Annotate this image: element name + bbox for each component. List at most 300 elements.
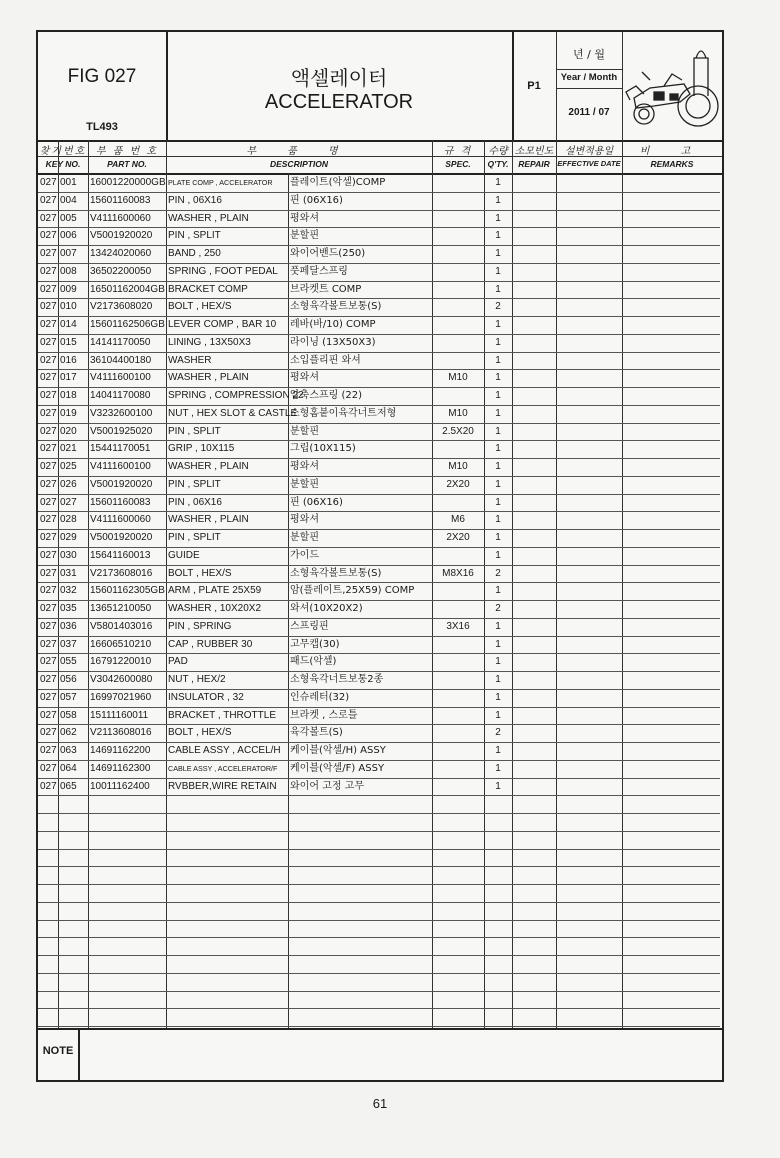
- cell-part: 14691162200: [90, 745, 151, 756]
- cell-spec: [432, 760, 484, 778]
- cell-desc-en: CABLE ASSY , ACCEL/H: [168, 745, 281, 756]
- cell-key: 019: [60, 407, 77, 419]
- table-row: [38, 653, 722, 671]
- cell-qty: 1: [495, 780, 501, 792]
- cell-qty: 2: [495, 603, 501, 614]
- cell-qty: 1: [495, 674, 501, 685]
- cell-key: 063: [60, 745, 77, 756]
- cell-part: 15601160083: [90, 194, 151, 206]
- cell-key: 001: [60, 177, 77, 188]
- cell-qty: 1: [495, 691, 501, 703]
- cell-part: 14041170080: [90, 390, 151, 401]
- cell-spec: [432, 778, 484, 796]
- cell-spec: M8X16: [442, 567, 474, 579]
- cell-desc-en: WASHER , PLAIN: [168, 461, 249, 472]
- cell-key: 026: [60, 478, 77, 490]
- note-area: [80, 1030, 720, 1078]
- table-row: [38, 352, 722, 370]
- cell-desc-ko: 와이어밴드(250): [290, 248, 366, 259]
- cell-qty: 1: [495, 496, 501, 508]
- col-desc: DESCRIPTION: [269, 159, 329, 169]
- cell-desc-ko: 분할핀: [290, 478, 319, 490]
- year-month-label: Year / Month: [560, 72, 618, 83]
- cell-desc-ko: 분할핀: [290, 230, 319, 242]
- cell-spec: [432, 671, 484, 689]
- cell-desc-en: BRACKET , THROTTLE: [168, 709, 276, 721]
- cell-key: 008: [60, 265, 77, 277]
- cell-spec: [432, 387, 484, 405]
- cell-part: 36502200050: [90, 265, 152, 277]
- cell-spec: [432, 582, 484, 600]
- cell-part: V2173608016: [90, 567, 153, 579]
- cell-qty: 1: [495, 585, 501, 597]
- cell-fig: 027: [40, 674, 57, 685]
- table-row: [38, 245, 722, 263]
- cell-qty: 1: [495, 425, 501, 437]
- cell-part: 15601162506GB: [90, 319, 165, 330]
- cell-desc-en: WASHER: [168, 354, 212, 366]
- fig-number: FIG 027: [67, 66, 137, 87]
- cell-qty: 2: [495, 567, 501, 579]
- table-row: [38, 440, 722, 458]
- page-title-ko: 액셀레이터: [290, 66, 388, 90]
- cell-spec: [432, 600, 484, 618]
- cell-key: 014: [60, 319, 77, 330]
- cell-fig: 027: [40, 319, 57, 330]
- parts-table: [38, 174, 722, 1028]
- cell-qty: 1: [495, 478, 501, 490]
- cell-qty: 1: [495, 354, 501, 366]
- cell-qty: 1: [495, 549, 501, 561]
- cell-spec: [432, 689, 484, 707]
- cell-desc-en: WASHER , PLAIN: [168, 212, 249, 224]
- cell-desc-ko: 라이닝 (13X50X3): [290, 336, 376, 348]
- cell-qty: 1: [495, 762, 501, 774]
- cell-key: 062: [60, 727, 77, 739]
- cell-part: 14691162300: [90, 762, 151, 774]
- cell-fig: 027: [40, 549, 57, 561]
- cell-desc-ko: 플레이트(악셀)COMP: [290, 177, 386, 188]
- cell-desc-en: PIN , 06X16: [168, 496, 222, 508]
- table-row: [38, 565, 722, 583]
- cell-fig: 027: [40, 532, 57, 543]
- col-part: PART NO.: [107, 159, 147, 169]
- table-row: [38, 458, 722, 476]
- cell-spec: M10: [448, 407, 468, 419]
- table-row: [38, 192, 722, 210]
- cell-desc-ko: 평와셔: [290, 461, 319, 472]
- cell-qty: 1: [495, 248, 501, 259]
- cell-key: 028: [60, 514, 77, 526]
- cell-desc-en: PIN , SPRING: [168, 620, 232, 632]
- cell-desc-en: WASHER , PLAIN: [168, 514, 249, 526]
- cell-desc-ko: 소형홈붙이육각너트저형: [290, 407, 397, 419]
- cell-desc-ko: 분할핀: [290, 425, 319, 437]
- cell-qty: 1: [495, 443, 501, 455]
- table-row: [38, 281, 722, 299]
- cell-desc-ko: 평와셔: [290, 212, 319, 224]
- table-row: [38, 582, 722, 600]
- cell-qty: 1: [495, 514, 501, 526]
- col-qty: Q'TY.: [487, 159, 509, 169]
- table-row: [38, 316, 722, 334]
- cell-desc-ko: 핀 (06X16): [290, 194, 343, 206]
- cell-key: 025: [60, 461, 77, 472]
- cell-desc-ko: 케이블(악셀/H) ASSY: [290, 745, 386, 756]
- cell-part: 15111160011: [90, 709, 149, 721]
- cell-part: 16791220010: [90, 656, 152, 668]
- table-row: [38, 298, 722, 316]
- cell-desc-ko: 브라켓 , 스로틀: [290, 709, 358, 721]
- cell-qty: 2: [495, 727, 501, 739]
- cell-desc-ko: 분할핀: [290, 532, 319, 543]
- cell-desc-en: PIN , SPLIT: [168, 425, 221, 437]
- cell-qty: 1: [495, 265, 501, 277]
- cell-spec: [432, 298, 484, 316]
- col-key: KEY NO.: [45, 159, 81, 169]
- table-row: [38, 494, 722, 512]
- table-row: [38, 600, 722, 618]
- table-row: [38, 174, 722, 192]
- cell-fig: 027: [40, 638, 57, 650]
- table-row: [38, 618, 722, 636]
- cell-spec: [432, 724, 484, 742]
- cell-fig: 027: [40, 425, 57, 437]
- cell-spec: [432, 636, 484, 654]
- cell-fig: 027: [40, 301, 57, 313]
- page-title: ACCELERATOR: [264, 91, 414, 113]
- table-row: [38, 476, 722, 494]
- cell-key: 010: [60, 301, 77, 313]
- cell-desc-en: CABLE ASSY , ACCELERATOR/F: [168, 763, 278, 773]
- cell-spec: [432, 192, 484, 210]
- cell-fig: 027: [40, 230, 57, 242]
- cell-desc-ko: 레바(바/10) COMP: [290, 319, 376, 330]
- cell-desc-ko: 브라켓트 COMP: [290, 283, 362, 295]
- cell-key: 056: [60, 674, 77, 685]
- cell-desc-ko: 핀 (06X16): [290, 496, 343, 508]
- cell-key: 037: [60, 638, 77, 650]
- cell-desc-en: PIN , SPLIT: [168, 230, 221, 242]
- cell-part: 14141170050: [90, 336, 151, 348]
- cell-fig: 027: [40, 656, 57, 668]
- cell-desc-ko: 육각볼트(S): [290, 727, 343, 739]
- cell-part: 15601160083: [90, 496, 151, 508]
- cell-desc-ko: 고무캡(30): [290, 638, 340, 650]
- table-row: [38, 405, 722, 423]
- cell-qty: 1: [495, 194, 501, 206]
- cell-spec: M10: [448, 461, 468, 472]
- cell-desc-ko: 암(플레이트,25X59) COMP: [290, 585, 415, 597]
- cell-fig: 027: [40, 727, 57, 739]
- cell-qty: 1: [495, 656, 501, 668]
- cell-qty: 1: [495, 461, 501, 472]
- col-key-ko: 찾기번호: [39, 146, 87, 157]
- cell-key: 029: [60, 532, 77, 543]
- cell-fig: 027: [40, 762, 57, 774]
- table-row: [38, 227, 722, 245]
- cell-qty: 1: [495, 638, 501, 650]
- table-row: [38, 369, 722, 387]
- cell-fig: 027: [40, 283, 57, 295]
- cell-desc-ko: 패드(악셀): [290, 656, 337, 668]
- cell-desc-en: LINING , 13X50X3: [168, 336, 251, 348]
- cell-desc-en: WASHER , 10X20X2: [168, 603, 262, 614]
- cell-fig: 027: [40, 603, 57, 614]
- cell-part: 13424020060: [90, 248, 152, 259]
- table-row: [38, 760, 722, 778]
- cell-key: 057: [60, 691, 77, 703]
- cell-fig: 027: [40, 745, 57, 756]
- cell-qty: 1: [495, 319, 501, 330]
- cell-spec: 2.5X20: [442, 425, 474, 437]
- col-qty-ko: 수량: [488, 146, 508, 157]
- cell-part: V5001920020: [90, 230, 153, 242]
- cell-spec: [432, 263, 484, 281]
- cell-part: 36104400180: [90, 354, 152, 366]
- cell-qty: 1: [495, 336, 501, 348]
- cell-desc-ko: 소형육각볼트보통(S): [290, 567, 382, 579]
- cell-qty: 1: [495, 532, 501, 543]
- cell-fig: 027: [40, 390, 57, 401]
- note-label: NOTE: [42, 1045, 74, 1057]
- cell-desc-en: PIN , 06X16: [168, 194, 222, 206]
- cell-spec: M6: [451, 514, 465, 526]
- cell-part: V3232600100: [90, 407, 153, 419]
- cell-fig: 027: [40, 194, 57, 206]
- cell-qty: 1: [495, 372, 501, 384]
- table-row: [38, 387, 722, 405]
- cell-part: V5001920020: [90, 478, 153, 490]
- table-row: [38, 511, 722, 529]
- cell-desc-ko: 평와셔: [290, 514, 319, 526]
- cell-key: 007: [60, 248, 77, 259]
- cell-desc-ko: 케이블(악셀/F) ASSY: [290, 762, 385, 774]
- cell-qty: 1: [495, 709, 501, 721]
- cell-spec: 2X20: [446, 478, 470, 490]
- table-row: [38, 529, 722, 547]
- table-row: [38, 334, 722, 352]
- cell-desc-ko: 그립(10X115): [290, 443, 356, 455]
- cell-desc-en: NUT , HEX SLOT & CASTLE: [168, 407, 298, 419]
- cell-spec: [432, 316, 484, 334]
- cell-part: 15601162305GB: [90, 585, 165, 597]
- cell-key: 064: [60, 762, 77, 774]
- cell-desc-en: BOLT , HEX/S: [168, 727, 232, 739]
- cell-part: V2113608016: [90, 727, 152, 739]
- table-row: [38, 707, 722, 725]
- revision-date: 2011 / 07: [568, 107, 610, 118]
- cell-desc-ko: 와이어 고정 고무: [290, 780, 364, 792]
- table-row: [38, 724, 722, 742]
- cell-spec: 2X20: [446, 532, 470, 543]
- cell-key: 031: [60, 567, 77, 579]
- cell-spec: [432, 742, 484, 760]
- cell-desc-en: BRACKET COMP: [168, 283, 248, 295]
- cell-spec: [432, 707, 484, 725]
- cell-key: 027: [60, 496, 77, 508]
- cell-spec: [432, 653, 484, 671]
- cell-fig: 027: [40, 443, 57, 455]
- cell-fig: 027: [40, 780, 57, 792]
- cell-key: 030: [60, 549, 77, 561]
- col-remarks: REMARKS: [650, 159, 694, 169]
- table-row: [38, 636, 722, 654]
- cell-spec: [432, 245, 484, 263]
- cell-key: 035: [60, 603, 77, 614]
- cell-desc-en: BOLT , HEX/S: [168, 567, 232, 579]
- col-effective: EFFECTIVE DATE: [557, 159, 621, 168]
- cell-part: 15441170051: [90, 443, 151, 455]
- cell-fig: 027: [40, 336, 57, 348]
- cell-fig: 027: [40, 407, 57, 419]
- cell-fig: 027: [40, 585, 57, 597]
- cell-key: 036: [60, 620, 77, 632]
- cell-spec: M10: [448, 372, 468, 384]
- col-repair: REPAIR: [518, 159, 550, 169]
- cell-key: 005: [60, 212, 77, 224]
- cell-spec: [432, 281, 484, 299]
- cell-part: V5001925020: [90, 425, 153, 437]
- cell-part: V4111600060: [90, 514, 151, 526]
- cell-desc-ko: 소형육각볼트보통(S): [290, 301, 382, 313]
- table-row: [38, 689, 722, 707]
- cell-spec: [432, 227, 484, 245]
- cell-fig: 027: [40, 265, 57, 277]
- page-code: P1: [527, 80, 541, 92]
- cell-desc-ko: 소입플리핀 와셔: [290, 354, 361, 366]
- cell-desc-ko: 와셔(10X20X2): [290, 603, 363, 614]
- cell-qty: 1: [495, 177, 501, 188]
- cell-part: V5801403016: [90, 620, 153, 632]
- cell-key: 015: [60, 336, 77, 348]
- col-repair-ko: 소모빈도: [514, 146, 554, 157]
- col-effective-ko: 설변적용일: [564, 146, 614, 157]
- table-row: [38, 671, 722, 689]
- cell-desc-en: SPRING , COMPRESSION 22: [168, 390, 304, 401]
- cell-desc-en: GUIDE: [168, 549, 200, 561]
- cell-key: 021: [60, 443, 77, 455]
- cell-spec: [432, 352, 484, 370]
- cell-desc-en: SPRING , FOOT PEDAL: [168, 265, 278, 277]
- table-row: [38, 742, 722, 760]
- cell-key: 009: [60, 283, 77, 295]
- cell-spec: [432, 210, 484, 228]
- cell-fig: 027: [40, 620, 57, 632]
- cell-part: 16606510210: [90, 638, 152, 650]
- cell-key: 004: [60, 194, 77, 206]
- cell-fig: 027: [40, 248, 57, 259]
- cell-desc-ko: 소형육각너트보통2종: [290, 674, 384, 685]
- cell-desc-en: PIN , SPLIT: [168, 532, 221, 543]
- cell-spec: [432, 174, 484, 192]
- cell-qty: 1: [495, 390, 501, 401]
- cell-desc-ko: 풋페달스프링: [290, 265, 348, 277]
- cell-spec: [432, 494, 484, 512]
- cell-key: 016: [60, 354, 77, 366]
- cell-qty: 1: [495, 407, 501, 419]
- cell-fig: 027: [40, 514, 57, 526]
- cell-qty: 1: [495, 212, 501, 224]
- cell-desc-ko: 스프링핀: [290, 620, 329, 632]
- cell-desc-ko: 평와셔: [290, 372, 319, 384]
- cell-spec: 3X16: [446, 620, 470, 632]
- page-number: 61: [372, 1096, 388, 1111]
- cell-qty: 2: [495, 301, 501, 313]
- cell-desc-en: PAD: [168, 656, 188, 668]
- cell-fig: 027: [40, 496, 57, 508]
- cell-key: 058: [60, 709, 77, 721]
- cell-fig: 027: [40, 372, 57, 384]
- cell-spec: [432, 334, 484, 352]
- cell-qty: 1: [495, 283, 501, 295]
- cell-desc-en: INSULATOR , 32: [168, 691, 244, 703]
- cell-fig: 027: [40, 212, 57, 224]
- cell-key: 055: [60, 656, 77, 668]
- cell-desc-en: RVBBER,WIRE RETAIN: [168, 780, 277, 792]
- cell-part: 13651210050: [90, 603, 152, 614]
- cell-desc-ko: 인슈레터(32): [290, 691, 350, 703]
- cell-fig: 027: [40, 461, 57, 472]
- cell-desc-en: NUT , HEX/2: [168, 674, 226, 685]
- cell-key: 006: [60, 230, 77, 242]
- cell-part: V4111600100: [90, 372, 151, 384]
- cell-desc-en: ARM , PLATE 25X59: [168, 585, 262, 597]
- cell-spec: [432, 547, 484, 565]
- col-remarks-ko: 비 고: [639, 146, 705, 157]
- cell-part: V4111600060: [90, 212, 151, 224]
- cell-part: V5001920020: [90, 532, 153, 543]
- cell-desc-en: BOLT , HEX/S: [168, 301, 232, 313]
- cell-desc-en: PLATE COMP , ACCELERATOR: [168, 178, 273, 187]
- table-row: [38, 263, 722, 281]
- col-desc-ko: 부 품 명: [246, 146, 352, 157]
- parts-list-sheet: [36, 30, 724, 1082]
- table-row: [38, 778, 722, 796]
- cell-desc-en: GRIP , 10X115: [168, 443, 235, 455]
- cell-fig: 027: [40, 567, 57, 579]
- cell-fig: 027: [40, 177, 57, 188]
- cell-qty: 1: [495, 230, 501, 242]
- cell-key: 018: [60, 390, 77, 401]
- model-code: TL493: [86, 121, 118, 133]
- table-row: [38, 423, 722, 441]
- cell-part: 15641160013: [90, 549, 151, 561]
- col-spec-ko: 규 격: [443, 146, 473, 157]
- cell-desc-en: LEVER COMP , BAR 10: [168, 319, 277, 330]
- cell-fig: 027: [40, 354, 57, 366]
- cell-key: 017: [60, 372, 77, 384]
- cell-part: V4111600100: [90, 461, 151, 472]
- cell-key: 065: [60, 780, 77, 792]
- cell-part: V3042600080: [90, 674, 153, 685]
- cell-desc-en: PIN , SPLIT: [168, 478, 221, 490]
- cell-part: 16001220000GB: [90, 177, 166, 188]
- cell-desc-en: WASHER , PLAIN: [168, 372, 249, 384]
- cell-part: 10011162400: [90, 780, 150, 792]
- year-month-label-ko: 년 / 월: [573, 48, 605, 61]
- tractor-icon: [624, 36, 720, 136]
- col-part-ko: 부 품 번 호: [95, 146, 159, 157]
- cell-part: V2173608020: [90, 301, 153, 313]
- cell-qty: 1: [495, 745, 501, 756]
- cell-fig: 027: [40, 478, 57, 490]
- cell-part: 16997021960: [90, 691, 152, 703]
- cell-key: 032: [60, 585, 77, 597]
- cell-qty: 1: [495, 620, 501, 632]
- table-row: [38, 210, 722, 228]
- cell-fig: 027: [40, 709, 57, 721]
